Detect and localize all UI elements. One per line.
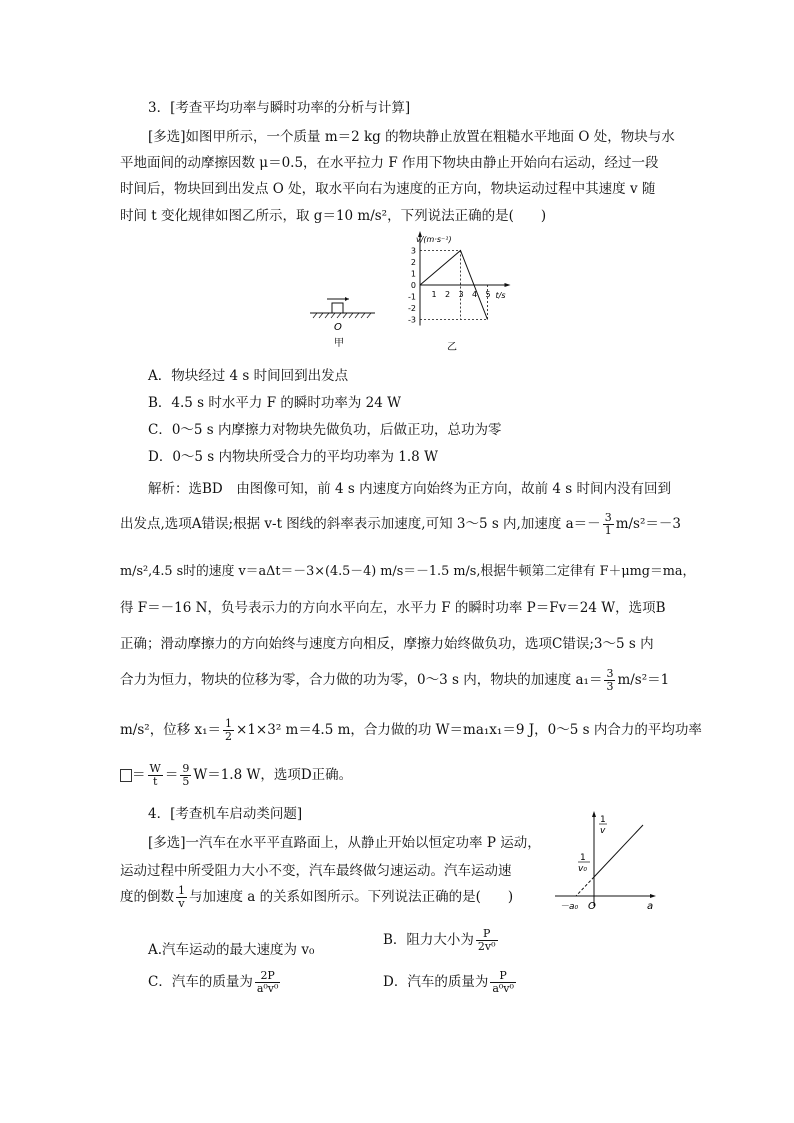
x-label: a [647,901,654,912]
q4-stem-line3-text: 度的倒数 [120,889,174,905]
vt-chart [398,228,528,353]
y-tick-label: 2 [410,258,416,267]
graph-line-dashed [576,877,594,896]
y-label-den: v [600,826,606,836]
analysis-line2-text: 出发点,选项A错误;根据 v-t 图线的斜率表示加速度,可知 3～5 s 内,加速度 a＝－ [120,516,601,532]
fraction-den: 2v⁰ [477,940,496,953]
eq: ＝ [132,767,146,783]
fraction-den: a⁰v⁰ [492,982,514,995]
q3-title: 3．[考查平均功率与瞬时功率的分析与计算] [148,100,411,116]
y0-num: 1 [580,853,586,863]
x-tick-label: 5 [485,290,491,299]
fig-right-caption: 乙 [447,342,457,353]
q4-stem-line3 [120,885,513,910]
x-tick-label: 3 [458,290,464,299]
y-tick-label: -3 [408,315,416,325]
y-tick-label: 0 [410,281,416,290]
average-power-symbol-icon [120,769,132,782]
y-tick-label: 1 [410,269,416,279]
q3-option-d: D．0～5 s 内物块所受合力的平均功率为 1.8 W [148,449,438,465]
analysis-line8-tail: W＝1.8 W，选项D正确。 [193,767,353,783]
q3-option-c: C．0～5 s 内摩擦力对物块先做负功，后做正功，总功为零 [148,422,502,438]
eq: ＝ [164,767,179,783]
fraction-num: 9 [182,762,190,775]
fraction-den: v [178,897,185,910]
fraction [255,970,281,995]
q3-stem-line1: [多选]如图甲所示，一个质量 m＝2 kg 的物块静止放置在粗糙水平地面 O 处，物块与水 [148,129,675,145]
fraction-den: 1 [604,524,612,537]
x-tick-label: 1 [431,290,437,299]
fraction [476,928,498,953]
fig-left-label-o: O [334,322,342,333]
fraction-den: 2 [225,730,233,743]
q4-option-a: A.汽车运动的最大速度为 v₀ [148,942,315,958]
fraction-den: 3 [606,680,614,693]
q4-option-d-text: D．汽车的质量为 [383,974,489,990]
x-axis-label: t/s [495,291,506,300]
q3-option-a: A．物块经过 4 s 时间回到出发点 [148,368,349,384]
analysis-line4: 得 F＝－16 N，负号表示力的方向水平向左，水平力 F 的瞬时功率 P＝Fv＝24 W，选项B [120,600,666,616]
x-tick-label: 4 [472,290,478,299]
q4-option-c-text: C．汽车的质量为 [148,974,253,990]
x-tick-label: 2 [445,290,451,299]
y-tick-label: 3 [410,246,416,256]
block [332,303,343,313]
analysis-line8 [120,763,352,788]
y-tick-label: -1 [408,292,416,302]
q3-stem-line3: 时间后，物块回到出发点 O 处，取水平向右为速度的正方向，物块运动过程中其速度 v 随 [120,181,656,197]
y0-den: v₀ [578,864,587,874]
analysis-line6-text: 合力为恒力，物块的位移为零，合力做的功为零，0～3 s 内，物块的加速度 a₁＝ [120,672,603,688]
figure-jia [305,295,385,355]
fraction-num: 3 [604,511,612,524]
fraction [180,763,191,788]
analysis-line2 [120,512,681,537]
fraction [176,885,187,910]
fraction-num: P [490,970,516,983]
fraction-num: 1 [178,884,185,897]
x-axis-arrow [505,283,511,287]
fraction-num: 3 [606,667,614,680]
q3-stem-line4: 时间 t 变化规律如图乙所示，取 g＝10 m/s²，下列说法正确的是( ) [120,208,547,224]
fraction [148,763,163,788]
fraction [223,718,234,743]
analysis-line3: m/s²,4.5 s时的速度 v＝aΔt＝－3×(4.5－4) m/s＝－1.5 m/s,根据牛顿第二定律有 F＋μmg＝ma， [120,564,696,579]
analysis-line5: 正确；滑动摩擦力的方向始终与速度方向相反，摩擦力始终做负功，选项C错误;3～5 s 内 [120,636,654,652]
y-tick-label: -2 [408,304,416,313]
analysis-line7-tail: ×1×3² m＝4.5 m，合力做的功 W＝ma₁x₁＝9 J，0～5 s 内合力的平均功率 [236,722,702,738]
origin-label: O [588,901,596,912]
fig-left-caption: 甲 [334,338,344,349]
q4-stem-line3-tail: 与加速度 a 的关系如图所示。下列说法正确的是( ) [189,889,514,905]
q4-option-d [383,970,518,995]
analysis-line6-tail: m/s²＝1 [617,672,670,688]
x-neg-label: －a₀ [560,902,579,912]
fraction-den: t [152,775,158,788]
analysis-line1: 解析：选BD 由图像可知，前 4 s 内速度方向始终为正方向，故前 4 s 时间内没有回到 [148,481,672,497]
y-label-num: 1 [600,815,606,825]
y-axis-label: v/(m·s⁻¹) [416,235,452,244]
q4-option-c [148,970,282,995]
fraction-num: 2P [255,970,281,983]
fraction [604,668,615,693]
q4-stem-line2: 运动过程中所受阻力大小不变，汽车最终做匀速运动。汽车运动速 [120,863,512,879]
q3-stem-line2: 平地面间的动摩擦因数 μ＝0.5，在水平拉力 F 作用下物块由静止开始向右运动，经过一段 [120,155,659,171]
q4-title: 4．[考查机车启动类问题] [148,806,303,822]
fraction-num: P [476,928,498,941]
fraction-den: a⁰v⁰ [256,982,279,995]
q4-stem-line1: [多选]一汽车在水平平直路面上，从静止开始以恒定功率 P 运动， [148,835,541,851]
analysis-line7 [120,718,702,743]
q4-graph [555,808,660,918]
fraction [490,970,516,995]
analysis-line6 [120,668,669,693]
fraction-num: 1 [225,717,233,730]
fraction-den: 5 [182,775,190,788]
q4-option-b [383,928,500,953]
q4-option-b-text: B．阻力大小为 [383,932,474,948]
fraction-num: W [149,762,161,775]
fraction [603,512,614,537]
analysis-line7-text: m/s²，位移 x₁＝ [120,722,222,738]
analysis-line2-tail: m/s²＝－3 [615,516,681,532]
q3-option-b: B．4.5 s 时水平力 F 的瞬时功率为 24 W [148,395,401,411]
